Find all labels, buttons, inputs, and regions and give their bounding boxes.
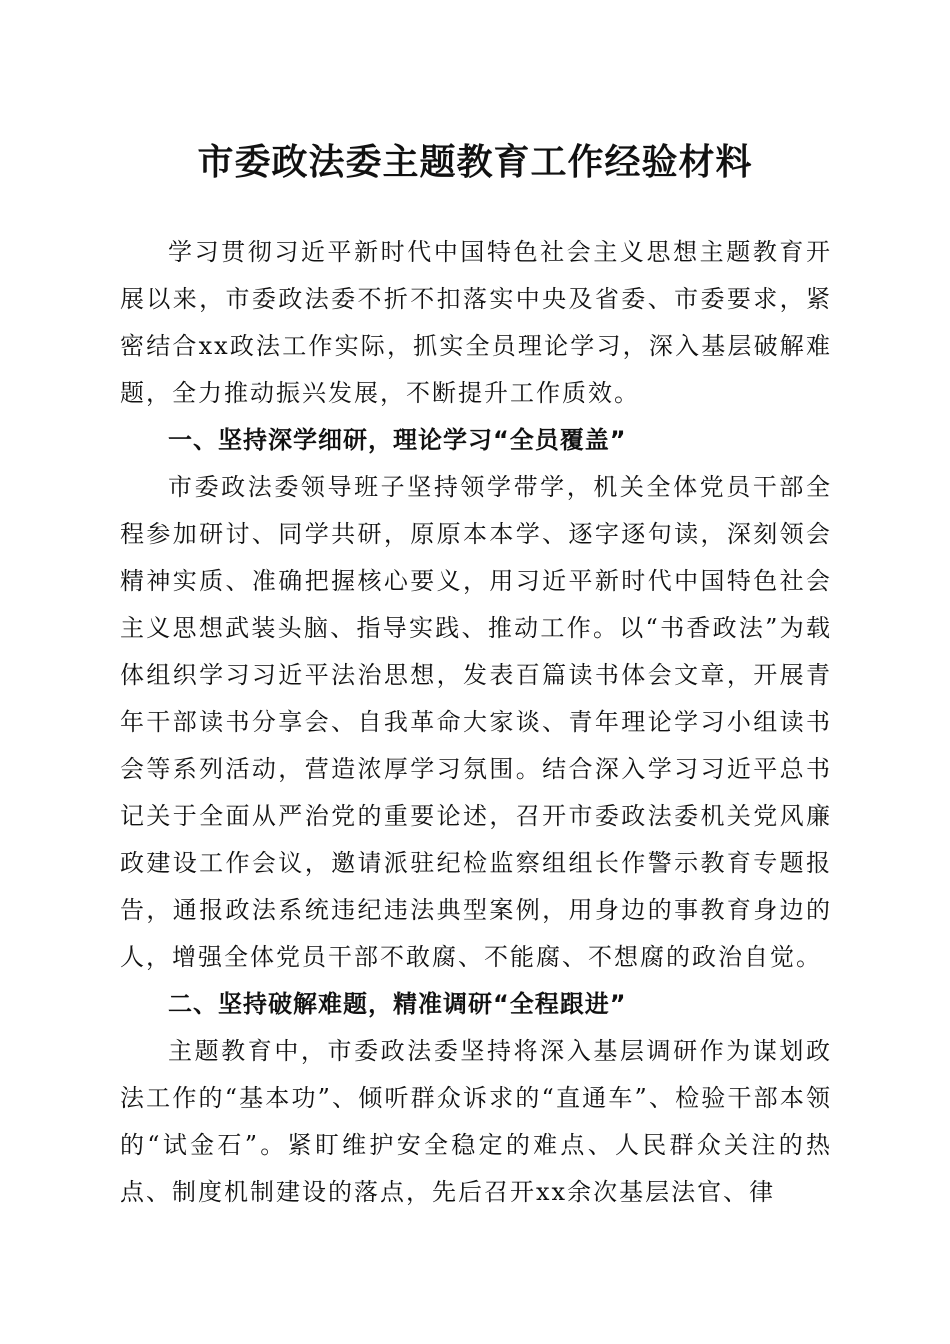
section-1-paragraph: 市委政法委领导班子坚持领学带学，机关全体党员干部全程参加研讨、同学共研，原原本本学、逐字逐句读，深刻领会精神实质、准确把握核心要义，用习近平新时代中国特色社会主义思想武装头脑、指导实践、推动工作。以“书香政法”为载体组织学习习近平法治思想，发表百篇读书体会文章，开展青年干部读书分享会、自我革命大家谈、青年理论学习小组读书会等系列活动，营造浓厚学习氛围。结合深入学习习近平总书记关于全面从严治党的重要论述，召开市委政法委机关党风廉政建设工作会议，邀请派驻纪检监察组组长作警示教育专题报告，通报政法系统违纪违法典型案例，用身边的事教育身边的人，增强全体党员干部不敢腐、不能腐、不想腐的政治自觉。 [120, 473, 832, 971]
section-1-heading: 一、坚持深学细研，理论学习“全员覆盖” [168, 426, 627, 454]
intro-paragraph: 学习贯彻习近平新时代中国特色社会主义思想主题教育开展以来，市委政法委不折不扣落实中央及省委、市委要求，紧密结合xx政法工作实际，抓实全员理论学习，深入基层破解难题，全力推动振兴发展，不断提升工作质效。 [120, 238, 832, 407]
document-body [120, 229, 832, 1216]
section-2-paragraph: 主题教育中，市委政法委坚持将深入基层调研作为谋划政法工作的“基本功”、倾听群众诉求的“直通车”、检验干部本领的“试金石”。紧盯维护安全稳定的难点、人民群众关注的热点、制度机制建设的落点，先后召开xx余次基层法官、律 [120, 1037, 832, 1206]
section-2-heading: 二、坚持破解难题，精准调研“全程跟进” [168, 990, 627, 1018]
document-title: 市委政法委主题教育工作经验材料 [197, 141, 753, 183]
